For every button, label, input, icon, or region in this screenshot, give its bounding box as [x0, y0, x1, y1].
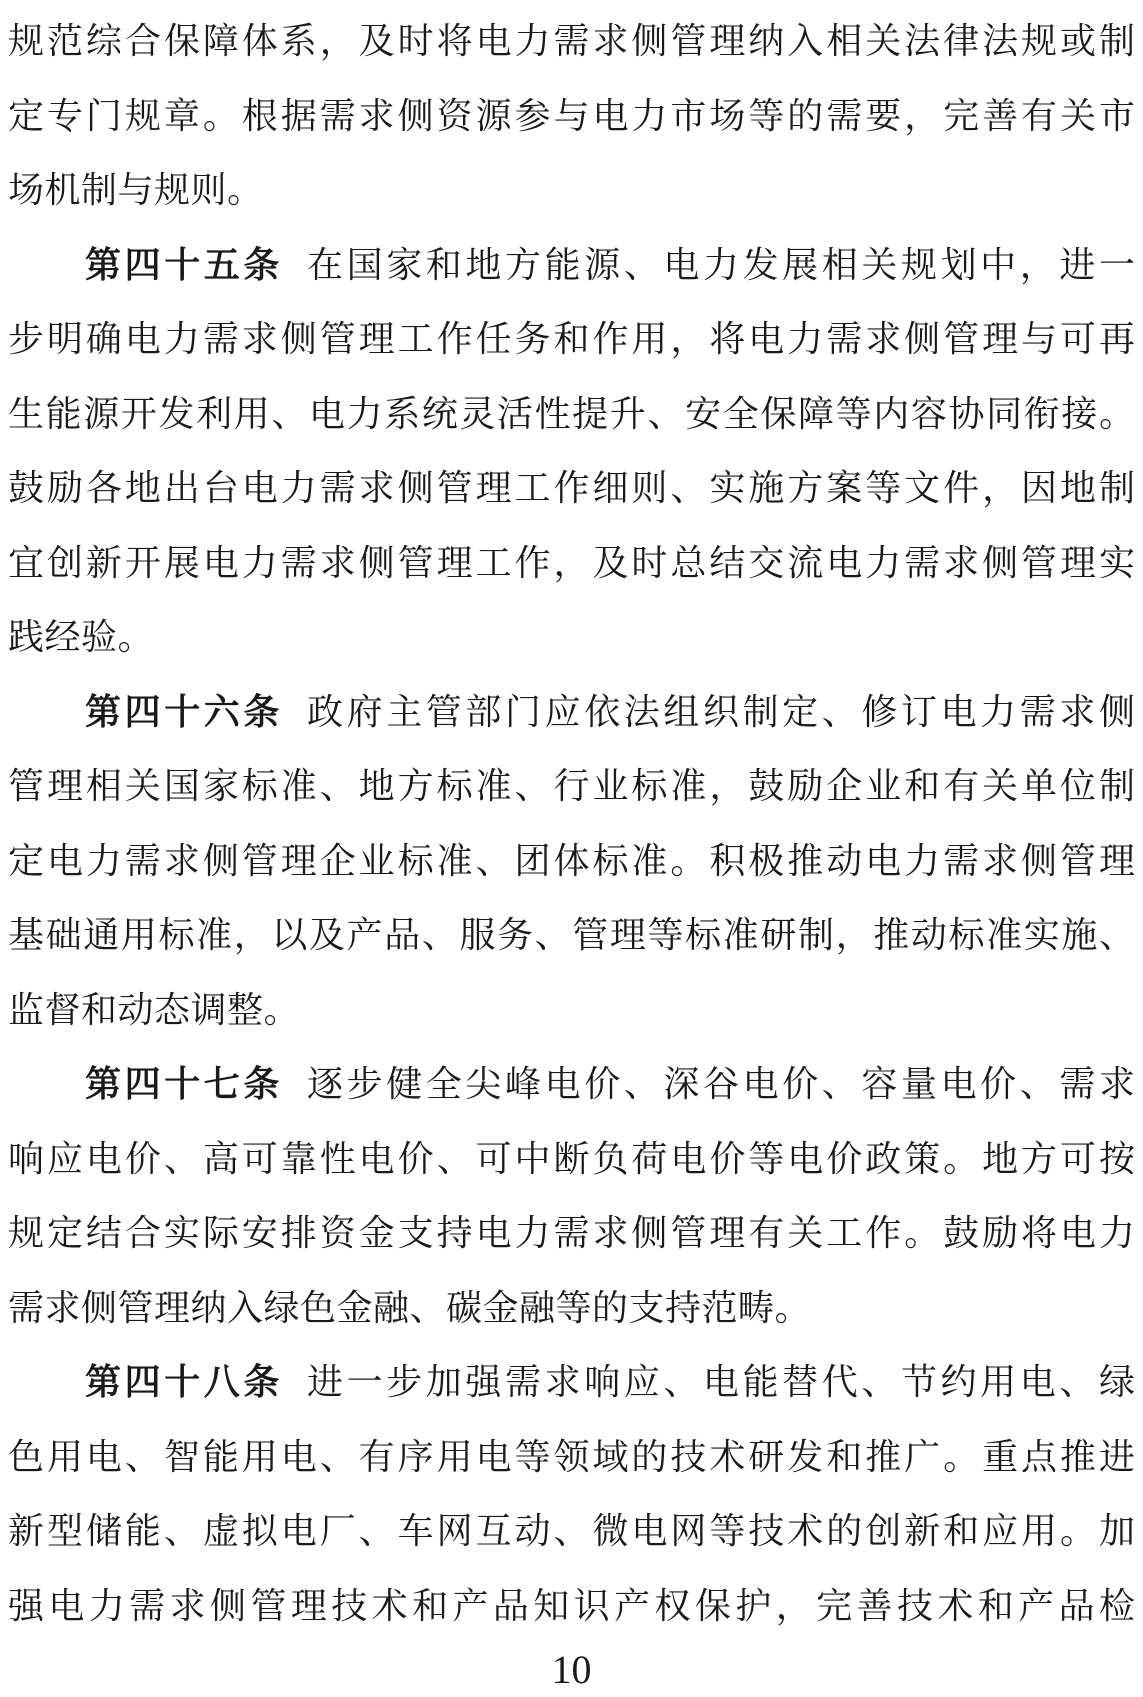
text-line: 生能源开发利用、电力系统灵活性提升、安全保障等内容协同衔接。 [8, 393, 1135, 434]
text-line: 定专门规章。根据需求侧资源参与电力市场等的需要，完善有关市 [8, 95, 1135, 136]
article-47-number: 第四十七条 [85, 1064, 283, 1104]
text-line: 响应电价、高可靠性电价、可中断负荷电价等电价政策。地方可按 [8, 1138, 1135, 1179]
article-48-number: 第四十八条 [85, 1362, 283, 1402]
text-line: 管理相关国家标准、地方标准、行业标准，鼓励企业和有关单位制 [8, 766, 1135, 806]
text-line: 定电力需求侧管理企业标准、团体标准。积极推动电力需求侧管理 [8, 840, 1135, 881]
text-line: 逐步健全尖峰电价、深谷电价、容量电价、需求 [307, 1064, 1135, 1104]
document-body [8, 4, 1135, 1643]
text-line: 强电力需求侧管理技术和产品知识产权保护，完善技术和产品检 [8, 1585, 1135, 1626]
article-45-heading-line [8, 228, 1135, 303]
article-46-heading-line [8, 675, 1135, 750]
article-45-number: 第四十五条 [85, 244, 283, 285]
text-line: 步明确电力需求侧管理工作任务和作用，将电力需求侧管理与可再 [8, 319, 1135, 359]
text-line: 基础通用标准，以及产品、服务、管理等标准研制，推动标准实施、 [8, 915, 1135, 955]
text-line: 场机制与规则。 [8, 170, 264, 210]
text-line: 鼓励各地出台电力需求侧管理工作细则、实施方案等文件，因地制 [8, 468, 1135, 508]
text-line: 践经验。 [8, 617, 155, 657]
text-line: 规范综合保障体系，及时将电力需求侧管理纳入相关法律法规或制 [8, 21, 1135, 61]
text-line: 进一步加强需求响应、电能替代、节约用电、绿 [307, 1362, 1135, 1402]
text-line: 规定结合实际安排资金支持电力需求侧管理有关工作。鼓励将电力 [8, 1213, 1135, 1253]
page-number: 10 [551, 1647, 592, 1692]
text-line: 监督和动态调整。 [8, 989, 301, 1030]
article-46-number: 第四十六条 [85, 691, 283, 732]
article-48-heading-line [8, 1345, 1135, 1420]
text-line: 宜创新开展电力需求侧管理工作，及时总结交流电力需求侧管理实 [8, 542, 1135, 583]
text-line: 需求侧管理纳入绿色金融、碳金融等的支持范畴。 [8, 1287, 812, 1328]
text-line: 新型储能、虚拟电厂、车网互动、微电网等技术的创新和应用。加 [8, 1511, 1135, 1551]
text-line: 在国家和地方能源、电力发展相关规划中，进一 [307, 244, 1135, 285]
text-line: 政府主管部门应依法组织制定、修订电力需求侧 [307, 691, 1135, 732]
article-47-heading-line [8, 1047, 1135, 1122]
text-line: 色用电、智能用电、有序用电等领域的技术研发和推广。重点推进 [8, 1436, 1135, 1477]
